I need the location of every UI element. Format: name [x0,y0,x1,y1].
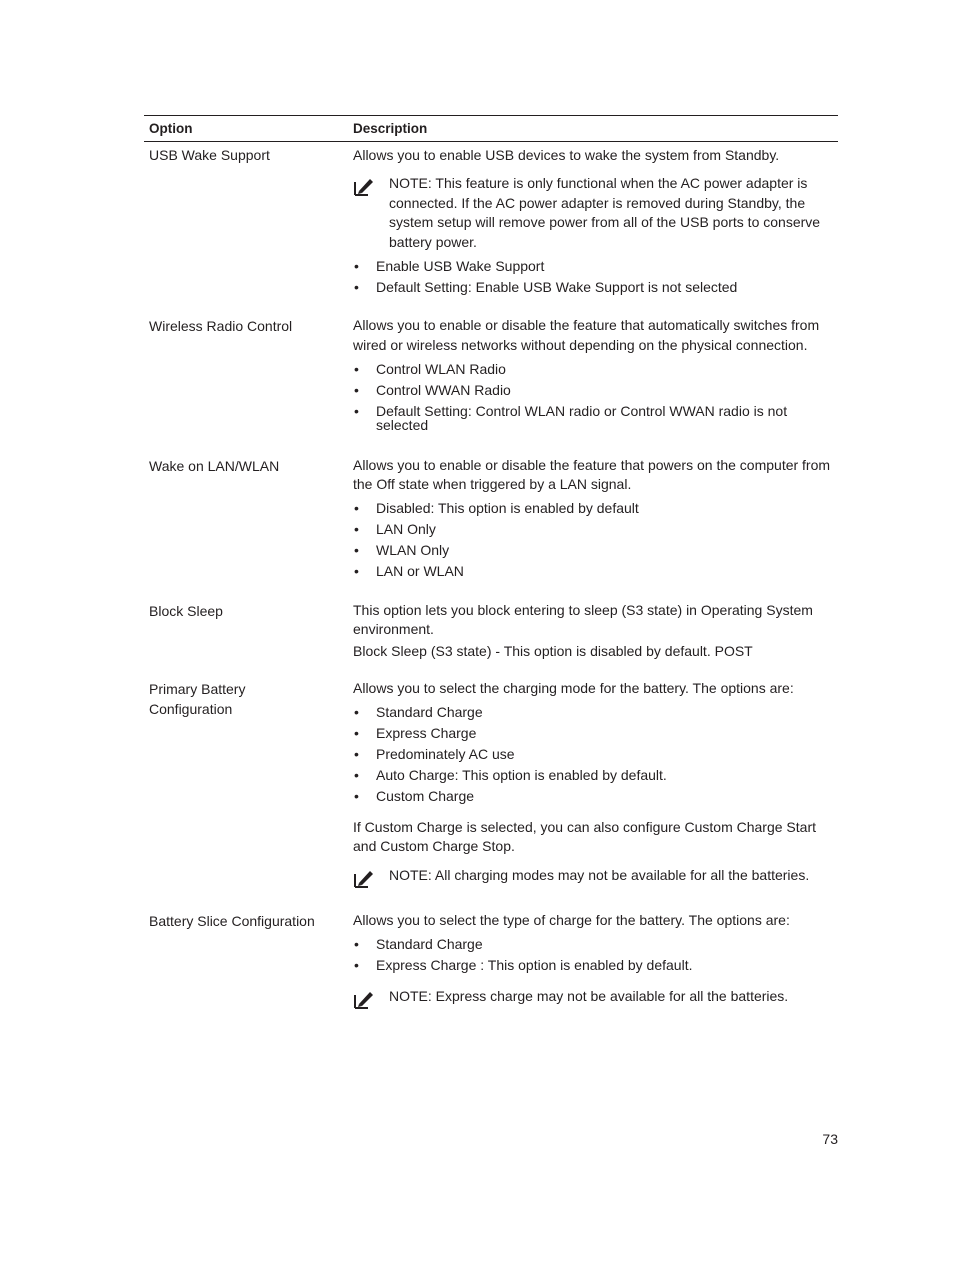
option-description [349,911,838,1014]
table-row-usb-wake [144,145,838,294]
table-row-primary-battery [144,679,838,893]
option-name: Block Sleep [149,602,223,619]
list-item: • Standard Charge [353,705,838,720]
table-header [144,115,838,142]
option-list [353,362,838,433]
option-description [349,456,838,579]
description-text-secondary: If Custom Charge is selected, you can also configure Custom Charge Start and Custom Charge Stop. [353,818,816,854]
table-row-battery-slice [144,911,838,1014]
description-text: This option lets you block entering to sleep (S3 state) in Operating System environment. [353,601,813,637]
description-text: Allows you to enable or disable the feature that powers on the computer from the Off state when triggered by a LAN signal. [353,456,831,492]
note-block [353,174,838,252]
list-item: • LAN Only [353,522,838,537]
option-name: Battery Slice Configuration [149,913,315,929]
option-list [353,259,838,295]
note-pencil-icon [353,866,389,894]
list-item: • Control WLAN Radio [353,362,838,377]
note-text [389,174,838,252]
page-number: 73 [822,1131,838,1147]
note-pencil-icon [353,987,389,1015]
option-description [349,679,838,893]
option-name: Wake on LAN/WLAN [149,457,280,474]
note-text [389,866,838,886]
list-item: • Disabled: This option is enabled by default [353,501,838,516]
list-item: • Default Setting: Control WLAN radio or Control WWAN radio is not selected [353,404,838,433]
description-text-secondary: Block Sleep (S3 state) - This option is disabled by default. POST [353,642,753,659]
option-description [349,601,838,662]
list-item: • WLAN Only [353,543,838,558]
option-name: Primary Battery Configuration [149,681,246,717]
description-text: Allows you to select the type of charge for the battery. The options are: [353,912,790,928]
header-option: Option [149,121,193,136]
description-text: Allows you to enable or disable the feature that automatically switches from wired or wireless networks without depending on the physical connection. [353,317,820,353]
list-item: • Express Charge [353,726,838,741]
note-body: All charging modes may not be available for all the batteries. [434,866,810,883]
list-item: • Custom Charge [353,789,838,804]
note-pencil-icon [353,174,389,202]
table-row-wake-on-lan [144,456,838,579]
table-row-block-sleep [144,601,838,662]
option-list [353,705,838,804]
note-block [353,866,838,894]
option-name: Wireless Radio Control [149,318,293,334]
note-body: Express charge may not be available for all the batteries. [435,987,789,1004]
note-label: NOTE: [389,175,432,191]
list-item: • LAN or WLAN [353,564,838,579]
list-item: • Standard Charge [353,937,838,952]
option-description [349,145,838,294]
option-list [353,937,838,973]
list-item: • Enable USB Wake Support [353,259,838,274]
table-row-wireless-radio [144,316,838,433]
description-text: Allows you to select the charging mode for the battery. The options are: [353,680,794,696]
list-item: • Predominately AC use [353,747,838,762]
list-item: • Control WWAN Radio [353,383,838,398]
note-label: NOTE: [389,987,432,1004]
list-item: • Auto Charge: This option is enabled by default. [353,768,838,783]
option-list [353,501,838,579]
note-text [389,987,838,1007]
list-item: • Express Charge : This option is enabled by default. [353,958,838,973]
option-name: USB Wake Support [149,147,270,163]
note-label: NOTE: [389,866,432,883]
list-item: • Default Setting: Enable USB Wake Support is not selected [353,280,838,295]
header-description: Description [353,121,428,136]
description-text: Allows you to enable USB devices to wake the system from Standby. [353,147,780,163]
note-block [353,987,838,1015]
option-description [349,316,838,433]
note-body: This feature is only functional when the AC power adapter is connected. If the AC power adapter is removed during Standby, the system setup will remove power from all of the USB ports to conserve battery power. [389,175,821,250]
options-table [144,115,838,1014]
